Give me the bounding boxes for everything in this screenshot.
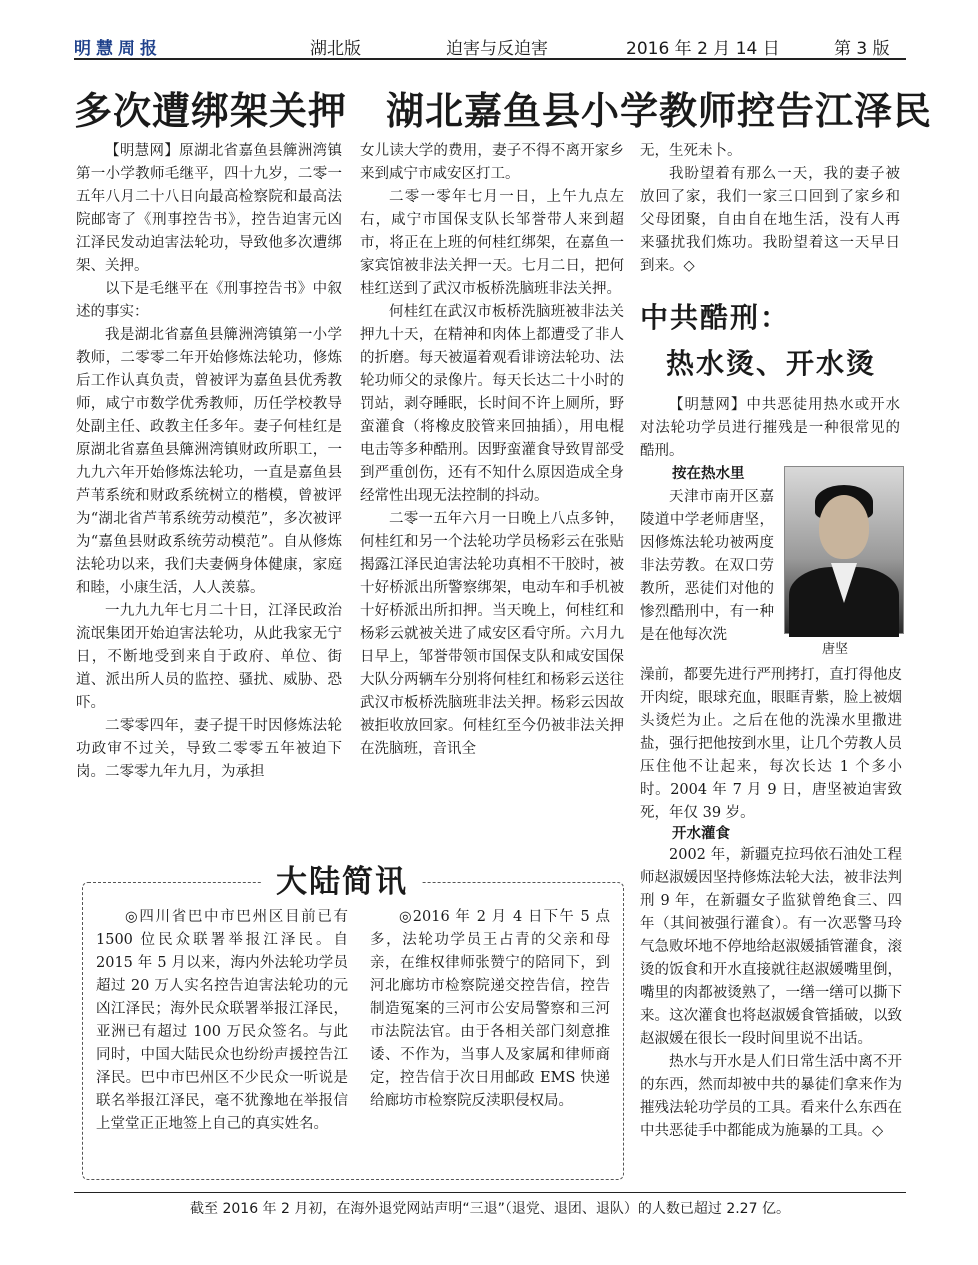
main-headline: 多次遭绑架关押 湖北嘉鱼县小学教师控告江泽民: [74, 88, 933, 133]
edition: 湖北版: [310, 39, 361, 59]
article-paragraph: 无，生死未卜。: [640, 143, 742, 159]
brief-news-item-2: [370, 906, 610, 1162]
masthead: [74, 30, 906, 58]
article-paragraph: 我盼望着有那么一天，我的妻子被放回了家，我们一家三口回到了家乡和父母团聚，自由自在地生活，没有人再来骚扰我们炼功。我盼望着这一天早日到来。◇: [640, 166, 900, 274]
article-paragraph: 【明慧网】原湖北省嘉鱼县簰洲湾镇第一小学教师毛继平，四十九岁，二零一五年八月二十八日向最高检察院和最高法院邮寄了《刑事控告书》，控告迫害元凶江泽民发动迫害法轮功，导致他多次遭绑架、关押。: [76, 143, 342, 274]
article-paragraph: 我是湖北省嘉鱼县簰洲湾镇第一小学教师，二零零二年开始修炼法轮功，修炼后工作认真负责，曾被评为嘉鱼县优秀教师，咸宁市数学优秀教师，历任学校教导处副主任、政教主任多年。妻子何桂红是原湖北省嘉鱼县簰洲湾镇财政所职工，一九九六年开始修炼法轮功，一直是嘉鱼县芦苇系统和财政系统树立的楷模，曾被评为“湖北省芦苇系统劳动模范”，多次被评为“嘉鱼县财政系统劳动模范”。自从修炼法轮功以来，我们夫妻俩身体健康，家庭和睦，小康生活，人人羡慕。: [76, 327, 342, 596]
article-column-1: [76, 140, 342, 860]
article-paragraph: 二零一五年六月一日晚上八点多钟，何桂红和另一个法轮功学员杨彩云在张贴揭露江泽民迫害法轮功真相不干胶时，被十好桥派出所警察绑架，电动车和手机被十好桥派出所扣押。当天晚上，何桂红和杨彩云就被关进了咸安区看守所。六月九日早上，邹誉带领市国保支队和咸安国保大队分两辆车分别将何桂红和杨彩云送往武汉市板桥洗脑班非法关押。杨彩云因故被拒收放回家。何桂红至今仍被非法关押在洗脑班，音讯全: [360, 511, 624, 757]
torture-paragraph: 热水与开水是人们日常生活中离不开的东西，然而却被中共的暴徒们拿来作为摧残法轮功学员的工具。看来什么东西在中共恶徒手中都能成为施暴的工具。◇: [640, 1054, 902, 1139]
portrait-photo: [784, 466, 904, 634]
article-column-3: [640, 140, 900, 274]
footer-notice: 截至 2016 年 2 月初，在海外退党网站声明“三退”（退党、退团、退队）的人数已超过 2.27 亿。: [190, 1201, 790, 1217]
bottom-rule: [74, 1192, 906, 1193]
torture-paragraph: 澡前，都要先进行严刑拷打，直打得他皮开肉绽，眼球充血，眼眶青紫，脸上被烟头烫烂为止。之后在他的洗澡水里撒进盐，强行把他按到水里，让几个劳教人员压住他不让起来，每次长达 1 个多小时。2004 年 7 月 9 日，唐坚被迫害致死，年仅 39 岁。: [640, 667, 902, 821]
brief-news-title: 大陆简讯: [262, 856, 422, 901]
torture-paragraph: 2002 年，新疆克拉玛依石油处工程师赵淑媛因坚持修炼法轮大法，被非法判刑 9 年，在新疆女子监狱曾绝食三、四年（其间被强行灌食）。有一次恶警马玲气急败坏地不停地给赵淑媛插管灌食，滚烫的饭食和开水直接就往赵淑媛嘴里倒，嘴里的肉都被烫熟了，一缮一缮可以撕下来。这次灌食也将赵淑媛食管插破，以致赵淑媛在很长一段时间里说不出话。: [640, 847, 902, 1047]
article-column-2: [360, 140, 624, 830]
torture-title-line1: 中共酷刑：: [640, 301, 791, 334]
top-rule: [74, 58, 906, 60]
torture-intro-text: 【明慧网】中共恶徒用热水或开水对法轮功学员进行摧残是一种很常见的酷刑。: [640, 397, 900, 459]
page-number: 第 3 版: [834, 39, 890, 59]
article-paragraph: 二零一零年七月一日，上午九点左右，咸宁市国保支队长邹誉带人来到超市，将正在上班的何桂红绑架，在嘉鱼一家宾馆被非法关押一天。七月二日，把何桂红送到了武汉市板桥洗脑班非法关押。: [360, 189, 624, 297]
paper-name: 明慧周报: [74, 39, 162, 59]
brief-news-text: ◎2016 年 2 月 4 日下午 5 点多，法轮功学员王占青的父亲和母亲，在维权律师张赞宁的陪同下，到河北廊坊市检察院递交控告信，控告制造冤案的三河市公安局警察和三河市法院法官。由于各相关部门刻意推诿、不作为，当事人及家属和律师商定，控告信于次日用邮政 EMS 快递给廊坊市检察院反渎职侵权局。: [370, 909, 610, 1109]
torture-paragraph: 天津市南开区嘉陵道中学老师唐坚，因修炼法轮功被两度非法劳教。在双口劳教所，恶徒们对他的惨烈酷刑中，有一种是在他每次洗: [640, 489, 774, 643]
article-paragraph: 女儿读大学的费用，妻子不得不离开家乡来到咸宁市咸安区打工。: [360, 143, 624, 182]
brief-news-item-1: [96, 906, 348, 1162]
article-paragraph: 二零零四年，妻子提干时因修炼法轮功政审不过关，导致二零零五年被迫下岗。二零零九年九月，为承担: [76, 718, 342, 780]
photo-caption: 唐坚: [822, 642, 849, 657]
torture-para-below-photo: [640, 664, 902, 822]
brief-news-text: ◎四川省巴中市巴州区目前已有 1500 位民众联署举报江泽民。自 2015 年 5 月以来，海内外法轮功学员超过 20 万人实名控告迫害法轮功的元凶江泽民；海外民众联署举报江泽民，亚洲已有超过 100 万民众签名。与此同时，中国大陆民众也纷纷声援控告江泽民。巴中市巴州区不少民众一听说是联名举报江泽民，毫不犹豫地在举报信上堂堂正正地签上自己的真实姓名。: [96, 909, 348, 1132]
torture-para-beside-photo: [640, 486, 774, 656]
subheading-hot-water: 按在热水里: [672, 466, 745, 482]
torture-title-line2: 热水烫、开水烫: [666, 347, 877, 380]
article-paragraph: 一九九九年七月二十日，江泽民政治流氓集团开始迫害法轮功，从此我家无宁日，不断地受到来自于政府、单位、街道、派出所人员的监控、骚扰、威胁、恐吓。: [76, 603, 342, 711]
torture-column-lower: [640, 844, 902, 1184]
article-paragraph: 以下是毛继平在《刑事控告书》中叙述的事实：: [76, 281, 342, 320]
article-paragraph: 何桂红在武汉市板桥洗脑班被非法关押九十天，在精神和肉体上都遭受了非人的折磨。每天被逼着观看诽谤法轮功、法轮功师父的录像片。每天长达二十小时的罚站，剥夺睡眠，长时间不许上厕所，野蛮灌食（将橡皮胶管来回抽插），用电棍电击等多种酷刑。因野蛮灌食导致胃部受到严重创伤，还有不知什么原因造成全身经常性出现无法控制的抖动。: [360, 304, 624, 504]
subheading-boiling-water: 开水灌食: [672, 826, 730, 842]
section-name: 迫害与反迫害: [446, 39, 548, 59]
issue-date: 2016 年 2 月 14 日: [626, 39, 780, 59]
torture-intro: [640, 394, 900, 459]
